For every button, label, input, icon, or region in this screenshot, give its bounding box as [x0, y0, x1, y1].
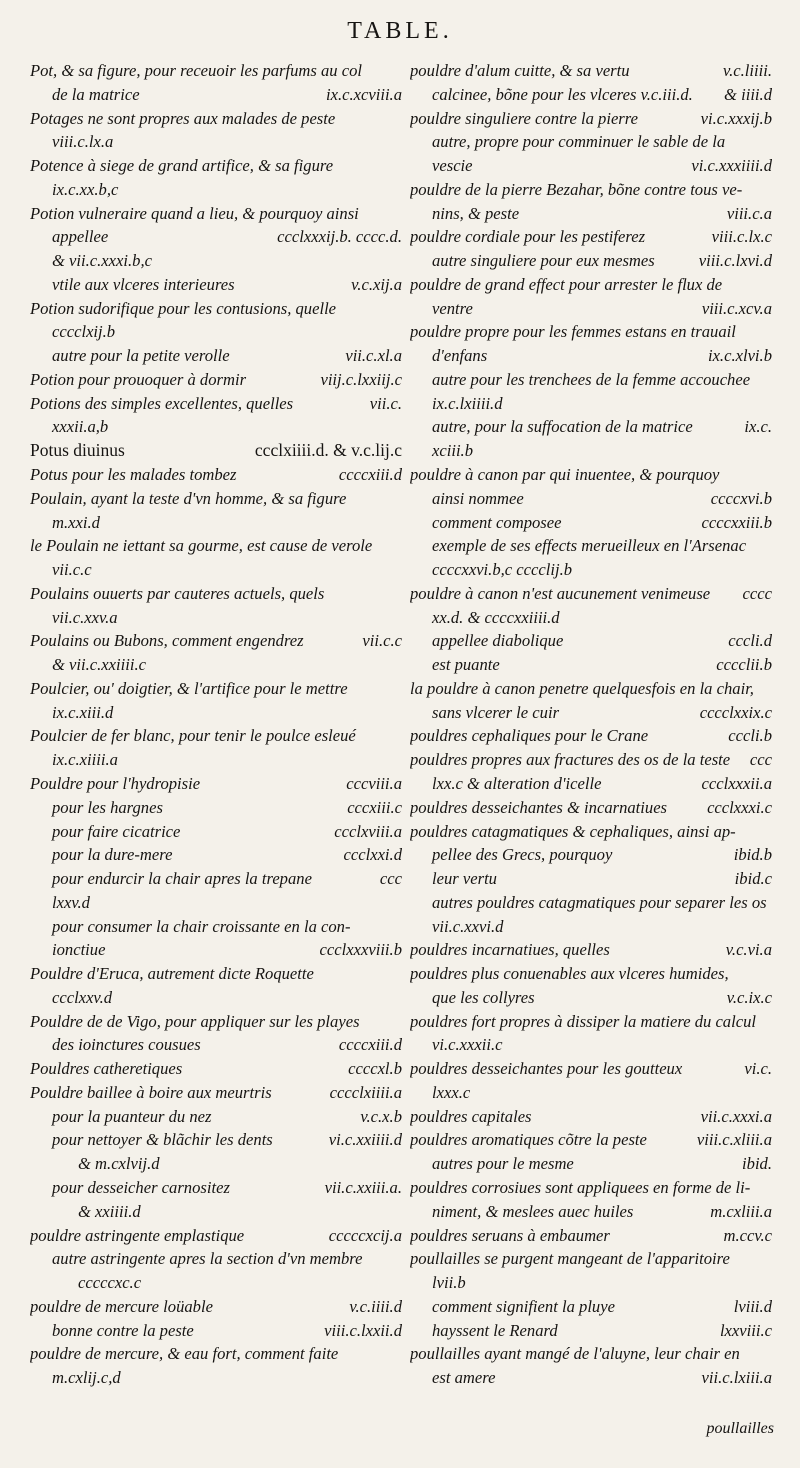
index-entry-line	[410, 1319, 772, 1343]
entry-text: pouldres aromatiques cõtre la peste	[410, 1130, 647, 1150]
index-entry-line	[410, 867, 772, 891]
entry-text: est puante	[432, 655, 500, 675]
index-entry-line	[30, 107, 402, 131]
index-entry-line	[30, 320, 402, 344]
index-entry-line	[30, 368, 402, 392]
entry-text: pour desseicher carnositez	[52, 1177, 230, 1197]
index-entry-line	[30, 796, 402, 820]
index-entry-line	[410, 297, 772, 321]
entry-reference: cccli.b	[728, 726, 772, 746]
entry-text: appellee diabolique	[432, 631, 564, 651]
entry-text: Pouldre baillee à boire aux meurtris	[30, 1082, 272, 1102]
entry-text: pour les hargnes	[52, 797, 163, 817]
index-entry-line	[410, 1176, 772, 1200]
entry-reference: cccclxiiii.a	[329, 1082, 402, 1102]
index-entry-line	[30, 1033, 402, 1057]
index-entry-line	[30, 1105, 402, 1129]
entry-reference: ibid.	[742, 1154, 772, 1174]
entry-text: pouldres propres aux fractures des os de la teste	[410, 750, 731, 770]
entry-text: pellee des Grecs, pourquoy	[432, 845, 613, 865]
entry-text: pouldre propre pour les femmes estans en trauail	[410, 322, 736, 342]
index-entry-line	[410, 796, 772, 820]
entry-text: Pouldres catheretiques	[30, 1059, 183, 1079]
entry-reference: ibid.c	[734, 869, 772, 889]
entry-text: est amere	[432, 1368, 496, 1388]
entry-text: pouldres desseichantes pour les goutteux	[410, 1059, 683, 1079]
index-entry-line	[30, 154, 402, 178]
entry-reference: v.c.xij.a	[351, 274, 402, 294]
index-entry-line	[30, 225, 402, 249]
index-entry-line	[30, 297, 402, 321]
index-entry-line	[30, 915, 402, 939]
index-entry-line	[410, 107, 772, 131]
entry-reference: ccc	[379, 869, 402, 889]
entry-reference: cccc	[742, 583, 772, 603]
entry-text: autre, pour la suffocation de la matrice	[432, 417, 693, 437]
index-entry-line	[30, 130, 402, 154]
entry-reference: cccccxcij.a	[328, 1225, 402, 1245]
index-entry-line	[410, 273, 772, 297]
entry-text: pouldre de grand effect pour arrester le flux de	[410, 274, 723, 294]
entry-text: Potion sudorifique pour les contusions, quelle	[30, 298, 337, 318]
entry-reference: vi.c.xxiiii.d	[328, 1130, 402, 1150]
entry-text: Potence à siege de grand artifice, & sa figure	[30, 156, 334, 176]
entry-text: comment composee	[432, 512, 562, 532]
entry-reference: m.ccv.c	[723, 1225, 772, 1245]
entry-reference: vi.c.xxxij.b	[700, 108, 772, 128]
entry-text: poullailles ayant mangé de l'aluyne, leur chair en	[410, 1344, 740, 1364]
index-entry-line	[30, 582, 402, 606]
entry-text: ix.c.xiii.d	[52, 702, 114, 722]
entry-text: viii.c.lx.a	[52, 132, 114, 152]
index-entry-line	[410, 344, 772, 368]
entry-text: des ioinctures cousues	[52, 1035, 201, 1055]
index-entry-line	[410, 1033, 772, 1057]
entry-reference: ccccxiii.d	[338, 1035, 402, 1055]
index-entry-line	[410, 1342, 772, 1366]
entry-reference: viii.c.xcv.a	[701, 298, 772, 318]
entry-text: pouldres capitales	[410, 1106, 532, 1126]
index-entry-line	[410, 439, 772, 463]
index-entry-line	[410, 1081, 772, 1105]
index-entry-line	[30, 439, 402, 463]
entry-text: Poulcier de fer blanc, pour tenir le poulce esleué	[30, 726, 356, 746]
index-entry-line	[410, 83, 772, 107]
index-entry-line	[410, 938, 772, 962]
entry-text: pouldres incarnatiues, quelles	[410, 940, 610, 960]
entry-reference: cccclxxix.c	[699, 702, 772, 722]
entry-text: pouldres desseichantes & incarnatiues	[410, 797, 668, 817]
entry-text: pouldre astringente emplastique	[30, 1225, 245, 1245]
entry-reference: vi.c.	[744, 1059, 772, 1079]
index-entry-line	[30, 962, 402, 986]
entry-text: bonne contre la peste	[52, 1320, 194, 1340]
index-entry-line	[30, 1128, 402, 1152]
index-entry-line	[30, 820, 402, 844]
index-entry-line	[410, 178, 772, 202]
entry-text: d'enfans	[432, 346, 488, 366]
entry-text: Potion pour prouoquer à dormir	[30, 369, 247, 389]
entry-text: vi.c.xxxii.c	[432, 1035, 503, 1055]
index-entry-line	[30, 606, 402, 630]
entry-text: pouldres cephaliques pour le Crane	[410, 726, 649, 746]
index-entry-line	[30, 724, 402, 748]
entry-reference: ibid.b	[733, 845, 772, 865]
entry-reference: v.c.iiii.d	[349, 1296, 402, 1316]
entry-text: xx.d. & ccccxxiiii.d	[432, 607, 560, 627]
entry-text: appellee	[52, 227, 109, 247]
entry-text: pour endurcir la chair apres la trepane	[52, 869, 312, 889]
entry-reference: lxxviii.c	[719, 1320, 772, 1340]
index-entry-line	[30, 59, 402, 83]
index-entry-line	[30, 867, 402, 891]
entry-text: vii.c.xxv.a	[52, 607, 118, 627]
entry-reference: viij.c.lxxiij.c	[320, 369, 402, 389]
entry-reference: vii.c.c	[362, 631, 402, 651]
index-entry-line	[30, 487, 402, 511]
index-entry-line	[410, 724, 772, 748]
entry-text: pouldres corrosiues sont appliquees en forme de li-	[410, 1177, 751, 1197]
index-entry-line	[30, 1271, 402, 1295]
index-entry-line	[30, 202, 402, 226]
index-entry-line	[30, 273, 402, 297]
catchword: poullailles	[706, 1420, 774, 1437]
entry-text: calcinee, bõne pour les vlceres v.c.iii.d.	[432, 84, 693, 104]
entry-text: ix.c.xx.b,c	[52, 179, 119, 199]
entry-text: & m.cxlvij.d	[78, 1154, 160, 1174]
right-column	[410, 59, 772, 1390]
entry-reference: cccxiii.c	[347, 797, 402, 817]
page-header: TABLE.	[347, 18, 453, 44]
entry-text: Potions des simples excellentes, quelles	[30, 393, 294, 413]
index-entry-line	[30, 558, 402, 582]
entry-reference: ix.c.xcviii.a	[325, 84, 402, 104]
index-entry-line	[410, 1295, 772, 1319]
entry-text: lxxv.d	[52, 892, 90, 912]
entry-text: Poulains ou Bubons, comment engendrez	[30, 631, 304, 651]
entry-text: pouldre d'alum cuitte, & sa vertu	[410, 61, 630, 80]
index-entry-line	[30, 83, 402, 107]
entry-text: vescie	[432, 156, 473, 176]
entry-text: nins, & peste	[432, 203, 520, 223]
entry-text: vii.c.xxvi.d	[432, 916, 504, 936]
entry-text: Poulains ouuerts par cauteres actuels, quels	[30, 583, 325, 603]
entry-text: & vii.c.xxxi.b,c	[52, 251, 152, 271]
entry-text: ccclxxv.d	[52, 987, 113, 1007]
index-entry-line	[410, 843, 772, 867]
entry-text: pouldre à canon n'est aucunement venimeuse	[410, 583, 711, 603]
entry-text: pouldre de la pierre Bezahar, bõne contre tous ve-	[410, 179, 743, 199]
entry-text: autre singuliere pour eux mesmes	[432, 251, 655, 271]
index-entry-line	[410, 1128, 772, 1152]
entry-text: pour faire cicatrice	[52, 821, 181, 841]
entry-text: ccccxxvi.b,c cccclij.b	[432, 560, 573, 580]
entry-reference: viii.c.lxxii.d	[324, 1320, 402, 1340]
entry-reference: v.c.liiii.	[723, 61, 772, 80]
entry-reference: ccclxxxij.b. cccc.d.	[277, 227, 402, 247]
index-entry-line	[30, 1081, 402, 1105]
entry-text: sans vlcerer le cuir	[432, 702, 560, 722]
entry-text: & vii.c.xxiiii.c	[52, 655, 146, 675]
index-entry-line	[30, 1200, 402, 1224]
index-entry-line	[30, 178, 402, 202]
index-entry-line	[410, 582, 772, 606]
entry-text: pouldres fort propres à dissiper la matiere du calcul	[410, 1011, 756, 1031]
entry-reference: vii.c.lxiii.a	[701, 1368, 772, 1388]
entry-text: autres pouldres catagmatiques pour separer les os	[432, 892, 767, 912]
entry-text: pouldres plus conuenables aux vlceres humides,	[410, 964, 729, 984]
index-entry-line	[30, 1247, 402, 1271]
entry-reference: viii.c.lxvi.d	[698, 251, 772, 271]
entry-text: pour la puanteur du nez	[52, 1106, 212, 1126]
entry-text: cccccxc.c	[78, 1273, 142, 1293]
index-entry-line	[410, 487, 772, 511]
entry-text: pouldre à canon par qui inuentee, & pourquoy	[410, 465, 720, 485]
entry-reference: ix.c.xlvi.b	[707, 346, 772, 366]
entry-text: pour la dure-mere	[52, 845, 173, 865]
entry-text: pouldre cordiale pour les pestiferez	[410, 227, 646, 247]
entry-reference: cccviii.a	[346, 773, 402, 793]
index-entry-line	[410, 1247, 772, 1271]
index-entry-line	[410, 368, 772, 392]
index-entry-line	[30, 772, 402, 796]
entry-text: Poulain, ayant la teste d'vn homme, & sa figure	[30, 488, 347, 508]
entry-reference: ccccxxiii.b	[701, 512, 772, 532]
index-entry-line	[30, 653, 402, 677]
index-entry-line	[410, 249, 772, 273]
entry-reference: m.cxliii.a	[710, 1201, 772, 1221]
entry-text: vtile aux vlceres interieures	[52, 274, 235, 294]
index-entry-line	[30, 1057, 402, 1081]
entry-text: comment signifient la pluye	[432, 1296, 615, 1316]
entry-text: ix.c.lxiiii.d	[432, 393, 503, 413]
entry-reference: vi.c.xxxiiii.d	[691, 156, 772, 176]
index-entry-line	[30, 986, 402, 1010]
entry-reference: cccclii.b	[716, 655, 772, 675]
entry-reference: ccc	[749, 750, 772, 770]
index-entry-line	[410, 986, 772, 1010]
index-entry-line	[410, 772, 772, 796]
index-entry-line	[410, 1271, 772, 1295]
entry-text: Potages ne sont propres aux malades de peste	[30, 108, 336, 128]
entry-text: autre pour les trenchees de la femme accouchee	[432, 369, 751, 389]
index-entry-line	[410, 511, 772, 535]
index-entry-line	[410, 629, 772, 653]
entry-text: leur vertu	[432, 869, 497, 889]
entry-reference: ccclxxxi.c	[707, 797, 772, 817]
index-entry-line	[30, 938, 402, 962]
entry-reference: ccclxxxii.a	[701, 773, 772, 793]
entry-reference: vii.c.xxiii.a.	[324, 1177, 402, 1197]
index-entry-line	[30, 463, 402, 487]
entry-text: le Poulain ne iettant sa gourme, est cause de verole	[30, 536, 373, 556]
entry-text: Pouldre de de Vigo, pour appliquer sur les playes	[30, 1011, 360, 1031]
entry-text: la pouldre à canon penetre quelquesfois en la chair,	[410, 678, 754, 698]
index-entry-line	[30, 392, 402, 416]
entry-text: autre, propre pour comminuer le sable de la	[432, 132, 726, 152]
index-entry-line	[30, 1319, 402, 1343]
entry-text: cccclxij.b	[52, 322, 116, 342]
index-entry-line	[30, 701, 402, 725]
entry-reference: v.c.ix.c	[726, 987, 772, 1007]
entry-text: xciii.b	[432, 441, 474, 461]
index-entry-line	[410, 1152, 772, 1176]
entry-text: ventre	[432, 298, 473, 318]
entry-text: que les collyres	[432, 987, 535, 1007]
index-entry-line	[410, 915, 772, 939]
entry-text: Pot, & sa figure, pour receuoir les parfums au col	[30, 61, 363, 80]
index-entry-line	[410, 1010, 772, 1034]
entry-text: autres pour le mesme	[432, 1154, 574, 1174]
entry-text: autre astringente apres la section d'vn membre	[52, 1249, 363, 1269]
entry-text: & xxiiii.d	[78, 1201, 141, 1221]
index-entry-line	[30, 843, 402, 867]
entry-text: pouldre de mercure, & eau fort, comment faite	[30, 1344, 339, 1364]
entry-text: poullailles se purgent mangeant de l'apparitoire	[410, 1249, 730, 1269]
entry-text: niment, & meslees auec huiles	[432, 1201, 634, 1221]
left-column	[30, 59, 402, 1390]
entry-text: lxx.c & alteration d'icelle	[432, 773, 602, 793]
index-entry-line	[30, 629, 402, 653]
entry-text: xxxii.a,b	[52, 417, 109, 437]
entry-text: Pouldre pour l'hydropisie	[30, 773, 201, 793]
index-entry-line	[410, 392, 772, 416]
entry-reference: ccclxxi.d	[343, 845, 402, 865]
index-entry-line	[30, 1295, 402, 1319]
entry-text: pour nettoyer & blãchir les dents	[52, 1130, 273, 1150]
index-entry-line	[410, 154, 772, 178]
entry-text: pouldres catagmatiques & cephaliques, ainsi ap-	[410, 821, 736, 841]
entry-reference: viii.c.a	[726, 203, 772, 223]
index-entry-line	[410, 962, 772, 986]
entry-text: m.xxi.d	[52, 512, 100, 532]
index-entry-line	[30, 344, 402, 368]
entry-text: Potus diuinus	[30, 440, 125, 461]
index-entry-line	[30, 511, 402, 535]
entry-reference: v.c.x.b	[360, 1106, 402, 1126]
entry-text: Pouldre d'Eruca, autrement dicte Roquette	[30, 964, 314, 984]
index-entry-line	[410, 320, 772, 344]
entry-reference: vii.c.xxxi.a	[700, 1106, 772, 1126]
entry-reference: vii.c.	[369, 393, 402, 413]
entry-text: ionctiue	[52, 940, 106, 960]
index-entry-line	[30, 748, 402, 772]
entry-text: m.cxlij.c,d	[52, 1368, 121, 1388]
entry-text: pouldre singuliere contre la pierre	[410, 108, 638, 128]
index-entry-line	[410, 534, 772, 558]
entry-reference: ccclxiiii.d. & v.c.lij.c	[254, 440, 402, 461]
index-entry-line	[30, 415, 402, 439]
index-entry-line	[30, 1342, 402, 1366]
index-entry-line	[410, 653, 772, 677]
index-entry-line	[410, 1105, 772, 1129]
index-entry-line	[30, 677, 402, 701]
entry-reference: ix.c.	[744, 417, 772, 437]
entry-reference: viii.c.xliii.a	[696, 1130, 772, 1150]
entry-reference: ccclxviii.a	[334, 821, 402, 841]
entry-text: pouldre de mercure loüable	[30, 1296, 213, 1316]
index-entry-line	[30, 534, 402, 558]
index-entry-line	[410, 1224, 772, 1248]
entry-reference: ccccxl.b	[348, 1059, 402, 1079]
index-entry-line	[30, 1152, 402, 1176]
entry-text: vii.c.c	[52, 560, 92, 580]
entry-reference: ccccxvi.b	[710, 488, 772, 508]
index-entry-line	[410, 59, 772, 83]
index-entry-line	[410, 1200, 772, 1224]
entry-reference: & iiii.d	[724, 84, 772, 104]
entry-reference: viii.c.lx.c	[711, 227, 772, 247]
entry-reference: vii.c.xl.a	[345, 346, 402, 366]
index-entry-line	[410, 606, 772, 630]
entry-text: lxxx.c	[432, 1082, 471, 1102]
index-entry-line	[410, 701, 772, 725]
entry-text: pour consumer la chair croissante en la con-	[52, 916, 351, 936]
index-entry-line	[30, 1224, 402, 1248]
entry-reference: ccccxiii.d	[338, 465, 402, 485]
entry-text: ainsi nommee	[432, 488, 524, 508]
entry-text: hayssent le Renard	[432, 1320, 558, 1340]
index-entry-line	[410, 891, 772, 915]
index-entry-line	[30, 1010, 402, 1034]
index-entry-line	[410, 1366, 772, 1390]
index-entry-line	[410, 677, 772, 701]
index-entry-line	[30, 1366, 402, 1390]
entry-text: de la matrice	[52, 84, 140, 104]
entry-text: pouldres seruans à embaumer	[410, 1225, 610, 1245]
entry-text: ix.c.xiiii.a	[52, 750, 118, 770]
entry-text: Potion vulneraire quand a lieu, & pourquoy ainsi	[30, 203, 359, 223]
entry-reference: ccclxxxviii.b	[319, 940, 402, 960]
entry-reference: v.c.vi.a	[725, 940, 772, 960]
index-entry-line	[30, 891, 402, 915]
entry-text: lvii.b	[432, 1273, 466, 1293]
index-entry-line	[410, 463, 772, 487]
index-entry-line	[410, 225, 772, 249]
index-entry-line	[410, 820, 772, 844]
entry-reference: lviii.d	[733, 1296, 772, 1316]
index-entry-line	[30, 1176, 402, 1200]
index-entry-line	[410, 415, 772, 439]
index-entry-line	[410, 558, 772, 582]
index-entry-line	[410, 130, 772, 154]
entry-text: exemple de ses effects merueilleux en l'Arsenac	[432, 536, 747, 556]
index-entry-line	[30, 249, 402, 273]
index-entry-line	[410, 202, 772, 226]
index-entry-line	[410, 748, 772, 772]
index-entry-line	[410, 1057, 772, 1081]
entry-text: autre pour la petite verolle	[52, 346, 230, 366]
entry-text: Poulcier, ou' doigtier, & l'artifice pour le mettre	[30, 678, 348, 698]
entry-text: Potus pour les malades tombez	[30, 465, 237, 485]
entry-reference: cccli.d	[728, 631, 772, 651]
